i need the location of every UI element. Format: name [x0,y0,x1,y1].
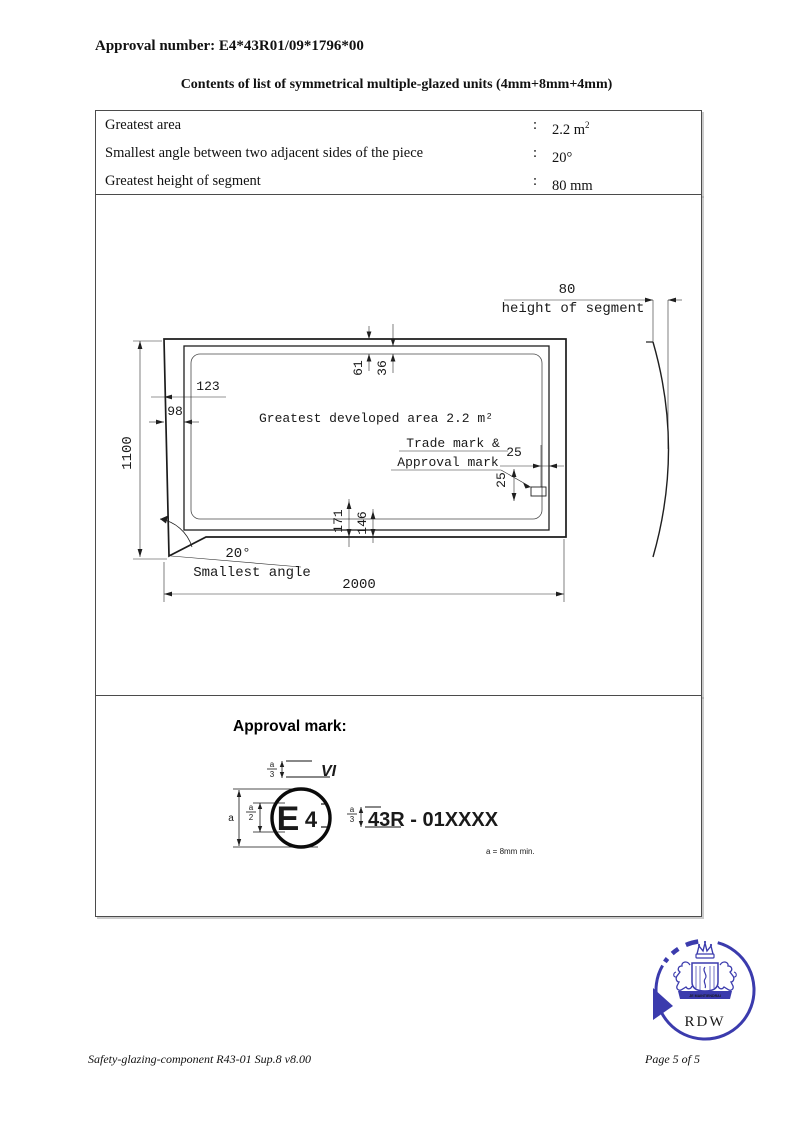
fraction-3: 3 [269,770,275,779]
page-title: Contents of list of symmetrical multiple-glazed units (4mm+8mm+4mm) [180,77,613,92]
approval-mark-heading: Approval mark: [233,718,347,735]
dim-mark-width-25 [500,445,564,487]
spec-label: Smallest angle between two adjacent sides of the piece [105,145,424,161]
segment-side-view [502,282,682,557]
table-row [96,167,701,195]
dim-offset-123 [151,379,226,399]
glass-piece-drawing [96,195,701,696]
svg-text:2000: 2000 [342,577,376,593]
dim-top-36 [375,324,395,376]
fraction-a: a [269,760,275,769]
spec-label: Greatest area [105,117,182,133]
fraction-2: 2 [248,813,254,822]
segment-value: 80 [558,282,576,298]
code-group [347,805,499,831]
svg-text:123: 123 [196,379,220,394]
svg-text:61: 61 [351,360,366,376]
table-row [96,111,701,139]
spec-colon: : [533,145,538,161]
dim-height-1100 [120,341,167,559]
segment-label: height of segment [501,301,645,317]
spec-table [95,110,702,196]
spec-value: 2.2 $m^2$ [552,120,590,138]
angle-value: 20° [225,546,251,562]
dim-mark-height-25 [494,469,516,501]
trade-mark-line2: Approval mark [397,455,499,470]
footer-page-number: Page 5 of 5 [645,1052,700,1066]
technical-drawing-panel [95,194,702,697]
e-number: 4 [304,807,318,832]
e-mark-diagram [96,696,701,916]
vi-marking-group [267,760,337,780]
footer-document-ref: Safety-glazing-component R43-01 Sup.8 v8.00 [88,1052,311,1066]
e4-circle-group [272,789,330,847]
svg-text:1100: 1100 [120,436,136,470]
logo-speed-dash [672,949,678,954]
dim-a-label: a [228,813,234,824]
svg-text:25: 25 [506,445,522,460]
svg-text:36: 36 [375,360,390,376]
spec-value: 20° [552,149,573,166]
logo-speed-dash [686,942,698,945]
area-label: Greatest developed area 2.2 m² [258,411,494,426]
vi-label: VI [321,763,337,780]
motto-text: JE MAINTIENDRAI [689,993,721,998]
trade-mark-line1: Trade mark & [406,436,500,451]
approval-number: Approval number: E4*43R01/09*1796*00 [95,38,364,54]
svg-text:25: 25 [494,472,509,488]
spec-value: 80 mm [552,177,593,194]
e-letter: E [276,800,300,838]
mark-location-rect [531,487,546,496]
logo-speed-dash [665,959,668,962]
fraction-3: 3 [349,815,355,824]
spec-label: Greatest height of segment [105,173,261,189]
rdw-logo [645,930,760,1042]
svg-text:171: 171 [331,509,346,533]
dim-bottom-146 [355,509,375,543]
approval-mark-panel [95,695,702,917]
fraction-a: a [248,803,254,812]
svg-text:98: 98 [167,404,183,419]
svg-text:146: 146 [355,511,370,535]
size-note: a = 8mm min. [486,847,535,856]
logo-name: RDW [684,1014,726,1030]
dim-top-61 [351,326,371,376]
spec-colon: : [533,117,538,133]
spec-colon: : [533,173,538,189]
table-row [96,139,701,167]
approval-code: 43R - 01XXXX [368,809,499,831]
dim-inset-98 [149,404,199,424]
dim-bottom-171 [331,499,351,547]
angle-label: Smallest angle [193,565,311,581]
coat-of-arms [674,941,737,991]
fraction-a: a [349,805,355,814]
